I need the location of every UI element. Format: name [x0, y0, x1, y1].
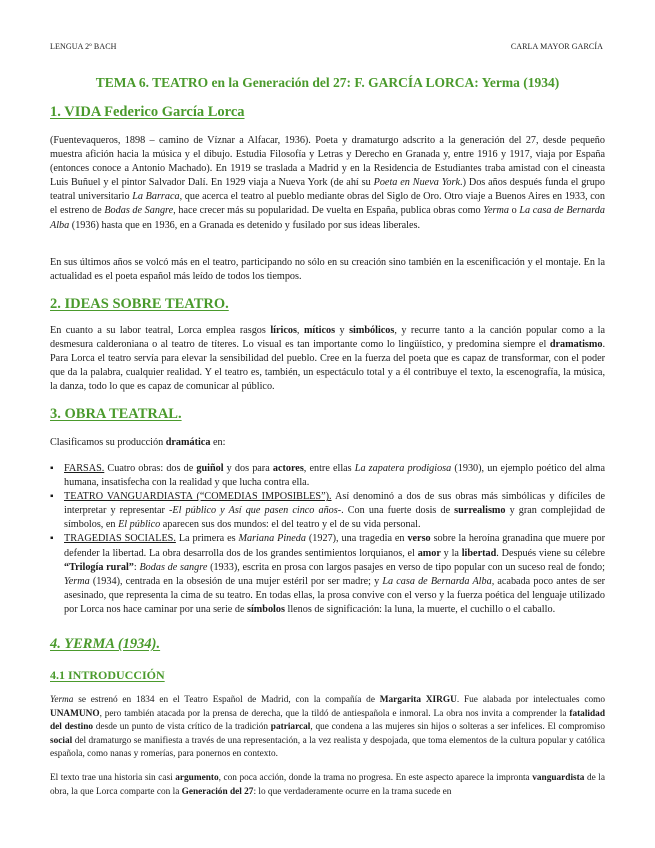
text-run: Así denominó a dos de sus obras más simbólicas y difíciles de interpretar y representar	[64, 491, 605, 517]
text-run: en:	[210, 437, 226, 448]
text-run: En cuanto a su labor teatral, Lorca emplea rasgos	[50, 325, 271, 336]
paragraph-vida-2: En sus últimos años se volcó más en el teatro, participando no sólo en su creación sino también en la escenificación y el montaje. En la actualidad es el poeta español más leído de todos los tiempos.	[50, 257, 605, 283]
text-run: dramática	[165, 437, 211, 448]
list-item	[50, 532, 605, 617]
text-run: patriarcal	[270, 722, 311, 732]
text-run: y la	[440, 547, 462, 559]
text-run: TEATRO VANGUARDIASTA (“COMEDIAS IMPOSIBLES”).	[64, 491, 332, 503]
text-run: llenos de significación: la luna, la muerte, el cuchillo o el caballo.	[284, 603, 556, 615]
text-run: y	[335, 325, 350, 336]
text-run: : lo que verdaderamente ocurre en la trama sucede en	[253, 786, 452, 797]
text-run: “Trilogía rural”	[64, 561, 134, 573]
text-run: El texto trae una historia sin casi	[50, 773, 176, 783]
heading-obra: 3. OBRA TEATRAL.	[50, 406, 182, 422]
text-run: líricos	[270, 325, 297, 336]
text-run: Bodas de Sangre,	[104, 205, 176, 217]
text-run: y gran complejidad de símbolos, en	[64, 505, 605, 531]
text-run: TRAGEDIAS SOCIALES.	[64, 533, 176, 545]
list-item	[50, 490, 605, 532]
text-run: , entre ellas	[303, 463, 355, 474]
list-item	[50, 462, 605, 490]
text-run: Bodas de sangre	[139, 561, 208, 573]
text-run: , que acerca el teatro al pueblo mediante obras del Siglo de Oro. Otro viaje a Buenos Aires en 1933, con el estreno de	[50, 191, 605, 217]
text-run: Yerma	[64, 575, 90, 587]
text-run: guiñol	[196, 463, 224, 474]
text-run: dramatismo	[549, 339, 603, 351]
text-run: verso	[407, 533, 431, 545]
text-run: símbolos	[247, 603, 285, 615]
text-run: libertad	[461, 547, 497, 559]
paragraph-obra-intro	[50, 436, 605, 450]
text-run: surrealismo	[454, 505, 506, 517]
text-run: , que condena a las mujeres sin hijos o solteras a ser infelices. El compromiso	[310, 722, 605, 732]
text-run: simbólicos	[349, 325, 395, 336]
text-run: (1934), centrada en la obsesión de una mujer estéril por ser madre; y	[89, 575, 383, 587]
text-run: . Con una fuerte dosis de	[341, 505, 455, 517]
text-run: .) Dos años después funda el grupo teatral universitario	[50, 177, 605, 203]
text-run: La zapatera prodigiosa	[354, 463, 452, 474]
text-run: , y recurre tanto a la canción popular como a la desmesura calderoniana o al teatro de títeres. Lo visual es tan importante como lo lingüístico, y predomina siempre el	[50, 325, 606, 351]
text-run: o	[508, 205, 520, 217]
text-run: (1933), escrita en prosa con largos pasajes en verso de tipo popular con un suceso real de fondo;	[207, 561, 605, 573]
text-run: La Barraca	[132, 191, 180, 203]
text-run: , con poca acción, donde la trama no progresa. En este aspecto aparece la impronta	[218, 773, 533, 783]
text-run: (Fuentevaqueros, 1898 – camino de Víznar a Alfacar, 1936). Poeta y dramaturgo adscrito a la generación del 27, desde pequeño muestra afición hacia la música y el dibujo. Estudia Filosofía y Letras y Derecho en Granada y, entre 1916 y 1917, viaja por España (entonces conoce a Antonio Machado). En 1919 se traslada a Madrid y en la Residencia de Estudiantes traba amistad con el cineasta Luis Buñuel y el pintor Salvador Dalí. En 1929 viaja a Nueva York (de ahí su	[50, 135, 605, 189]
obra-list	[50, 462, 605, 617]
text-run: hace crecer más su popularidad. De vuelta en España, publica obras como	[175, 205, 484, 217]
text-run: fatalidad del destino	[50, 708, 605, 732]
text-run: actores	[272, 463, 304, 474]
heading-vida: 1. VIDA Federico García Lorca	[50, 104, 245, 120]
text-run: Cuatro obras: dos de	[104, 463, 197, 474]
text-run: . Fue alabada por intelectuales como	[456, 695, 605, 705]
text-run: desde un punto de vista crítico de la tradición	[93, 722, 271, 732]
text-run: FARSAS.	[64, 463, 105, 474]
text-run: La casa de Bernarda Alba	[50, 205, 605, 231]
text-run: argumento	[175, 773, 219, 783]
text-run: sobre la heroína granadina que muere por defender la libertad. La obra desarrolla dos de los grandes sentimientos lorquianos, el	[64, 533, 605, 559]
text-run: . Para Lorca el teatro servía para elevar la sensibilidad del pueblo. Cree en la fuerza del poeta que es capaz de transformar, con el poder que da la palabra, cualquier realidad. Y el teatro es, también, un espectáculo total y a él contribuye el texto, la escenografía, la música, la danza, todo lo que es capaz de comunicar al público.	[50, 339, 605, 393]
text-run: La casa de Bernarda Alba,	[382, 575, 495, 587]
text-run: se estrenó en 1834 en el Teatro Español de Madrid, con la compañía de	[73, 695, 380, 705]
document-title: TEMA 6. TEATRO en la Generación del 27: F. GARCÍA LORCA: Yerma (1934)	[95, 75, 560, 90]
text-run: Margarita XIRGU	[379, 695, 457, 705]
text-run: amor	[417, 547, 441, 559]
text-run: -El público y Así que pasen cinco años-	[169, 505, 342, 517]
text-run: de la obra, la que Lorca comparte con la	[50, 773, 605, 797]
text-run: ,	[296, 325, 304, 336]
paragraph-vida-1	[50, 134, 605, 233]
text-run: del dramaturgo se manifiesta a través de una representación, a la vez realista y despojada, que toma elementos de la cultura popular y católica española, como nanas y romerías, para ponernos en contexto.	[50, 735, 605, 759]
header-left: LENGUA 2º BACH	[50, 42, 117, 51]
text-run: (1936) hasta que en 1936, en a Granada es detenido y fusilado por sus ideas liberales.	[69, 219, 421, 231]
text-run: míticos	[303, 325, 336, 336]
text-run: y dos para	[223, 463, 273, 474]
text-run: , pero también atacada por la prensa de derecha, que la tildó de antiespañola e inmoral. La obra nos invita a comprender la	[99, 708, 570, 719]
heading-yerma: 4. YERMA (1934).	[50, 636, 161, 652]
text-run: Yerma	[483, 205, 509, 217]
text-run: social	[50, 735, 73, 746]
paragraph-ideas	[50, 324, 605, 394]
paragraph-yerma-1	[50, 694, 605, 762]
text-run: :	[133, 561, 140, 573]
text-run: Poeta en Nueva York	[373, 177, 461, 189]
header-right: CARLA MAYOR GARCÍA	[510, 42, 603, 51]
paragraph-yerma-2	[50, 772, 605, 799]
text-run: Mariana Pineda	[238, 533, 306, 545]
text-run: Generación del 27	[181, 786, 254, 797]
text-run: Yerma	[50, 695, 74, 705]
heading-ideas: 2. IDEAS SOBRE TEATRO.	[50, 296, 229, 312]
text-run: (1930), un ejemplo poético del alma humana, insatisfecha con la realidad y que lucha contra ella.	[64, 463, 605, 489]
text-run: . Después viene su célebre	[496, 547, 605, 559]
text-run: UNAMUNO	[50, 708, 100, 719]
text-run: acabada poco antes de ser asesinado, que representa la cima de su teatro. En todas ellas, la prosa convive con el verso y la fuerza poética del lenguaje utilizado por Lorca nos hace caminar por una serie de	[64, 575, 605, 615]
text-run: Clasificamos su producción	[50, 437, 166, 448]
text-run: (1927), una tragedia en	[305, 533, 408, 545]
subheading-introduccion: 4.1 INTRODUCCIÓN	[50, 668, 165, 682]
text-run: vanguardista	[532, 773, 585, 783]
text-run: El público	[118, 519, 161, 531]
text-run: La primera es	[175, 533, 239, 545]
text-run: aparecen sus dos mundos: el del teatro y el de su vida personal.	[160, 519, 421, 531]
